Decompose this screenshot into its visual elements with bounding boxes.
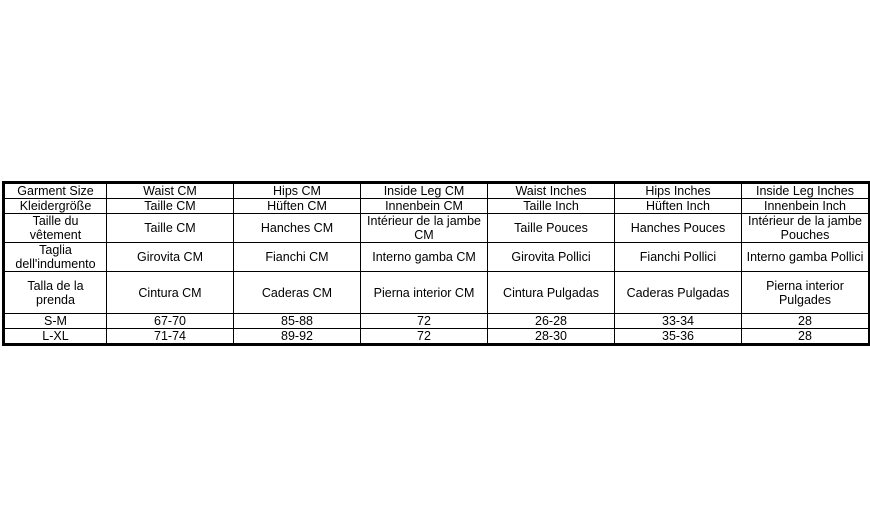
table-cell: Hips CM (234, 183, 361, 199)
table-cell: 71-74 (107, 329, 234, 345)
table-cell: Waist Inches (488, 183, 615, 199)
size-chart-table (2, 181, 870, 346)
table-cell: Taille du vêtement (4, 214, 107, 243)
table-cell: Hips Inches (615, 183, 742, 199)
header-row-english (4, 183, 870, 199)
table-cell: Taglia dell'indumento (4, 243, 107, 272)
table-cell: Cintura Pulgadas (488, 272, 615, 314)
header-row-german (4, 199, 870, 214)
table-cell: Fianchi CM (234, 243, 361, 272)
table-cell: 26-28 (488, 314, 615, 329)
table-cell: Interno gamba Pollici (742, 243, 870, 272)
table-cell: Caderas CM (234, 272, 361, 314)
table-cell: 28 (742, 329, 870, 345)
table-cell: Innenbein Inch (742, 199, 870, 214)
table-cell: Interno gamba CM (361, 243, 488, 272)
size-row-s-m (4, 314, 870, 329)
table-cell: Inside Leg Inches (742, 183, 870, 199)
header-row-spanish (4, 272, 870, 314)
table-cell: 72 (361, 314, 488, 329)
table-cell: Intérieur de la jambe CM (361, 214, 488, 243)
size-chart-container (2, 181, 868, 346)
table-cell: Talla de la prenda (4, 272, 107, 314)
table-cell: Waist CM (107, 183, 234, 199)
table-cell: Cintura CM (107, 272, 234, 314)
table-cell: 67-70 (107, 314, 234, 329)
header-row-italian (4, 243, 870, 272)
size-row-l-xl (4, 329, 870, 345)
table-cell: L-XL (4, 329, 107, 345)
table-cell: S-M (4, 314, 107, 329)
table-cell: 33-34 (615, 314, 742, 329)
table-cell: Hüften CM (234, 199, 361, 214)
table-cell: Intérieur de la jambe Pouches (742, 214, 870, 243)
table-cell: 72 (361, 329, 488, 345)
table-cell: Hüften Inch (615, 199, 742, 214)
table-cell: 85-88 (234, 314, 361, 329)
header-row-french (4, 214, 870, 243)
table-cell: Innenbein CM (361, 199, 488, 214)
table-cell: 35-36 (615, 329, 742, 345)
table-cell: Kleidergröße (4, 199, 107, 214)
table-cell: Taille CM (107, 199, 234, 214)
table-cell: 89-92 (234, 329, 361, 345)
table-cell: Garment Size (4, 183, 107, 199)
table-cell: 28-30 (488, 329, 615, 345)
table-cell: Girovita Pollici (488, 243, 615, 272)
table-cell: Fianchi Pollici (615, 243, 742, 272)
table-cell: Taille Inch (488, 199, 615, 214)
table-cell: Girovita CM (107, 243, 234, 272)
table-cell: Hanches CM (234, 214, 361, 243)
table-cell: Taille Pouces (488, 214, 615, 243)
table-cell: Hanches Pouces (615, 214, 742, 243)
table-cell: Caderas Pulgadas (615, 272, 742, 314)
table-cell: Taille CM (107, 214, 234, 243)
table-cell: Pierna interior CM (361, 272, 488, 314)
table-cell: Pierna interior Pulgades (742, 272, 870, 314)
table-cell: 28 (742, 314, 870, 329)
table-cell: Inside Leg CM (361, 183, 488, 199)
